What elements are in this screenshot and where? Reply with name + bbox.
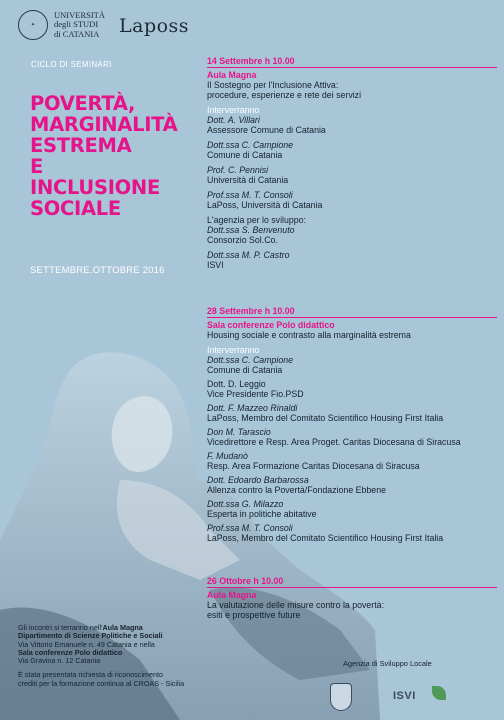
- session-venue: Aula Magna: [207, 590, 257, 600]
- speaker-role: LaPoss, Membro del Comitato Scientifico Housing First Italia: [207, 533, 444, 543]
- venue-line: Sala conferenze Polo didattico: [18, 647, 123, 657]
- session-1: [207, 56, 499, 270]
- venue-line: Gli incontri si terranno nell'Aula Magna: [18, 623, 143, 632]
- session-topic: Il Sostegno per l'Inclusione Attiva:: [207, 80, 339, 90]
- venue-line: Dipartimento di Scienze Politiche e Sociali: [18, 631, 163, 641]
- agency-intro: L'agenzia per lo sviluppo:: [207, 215, 306, 225]
- speaker-role: LaPoss, Università di Catania: [207, 200, 323, 210]
- credit-note: crediti per la formazione continua al CROAS - Sicilia: [18, 678, 185, 688]
- divider: [207, 67, 497, 68]
- series-label: CICLO DI SEMINARI: [31, 60, 112, 69]
- speaker-name: Dott.ssa S. Benvenuto: [207, 225, 295, 235]
- divider: [207, 317, 497, 318]
- speaker-role: Comune di Catania: [207, 365, 283, 375]
- speaker-role: Consorzio Sol.Co.: [207, 235, 278, 245]
- laposs-logo: Laposs: [119, 15, 190, 37]
- session-date: 14 Settembre h 10.00: [207, 56, 295, 66]
- session-2: [207, 306, 499, 543]
- speaker-name: Dott.ssa C. Campione: [207, 355, 294, 365]
- speaker-name: F. Mudanò: [207, 451, 248, 461]
- speakers-label: Interverranno: [207, 345, 260, 355]
- session-topic: Housing sociale e contrasto alla marginalità estrema: [207, 330, 411, 340]
- session-venue: Aula Magna: [207, 70, 257, 80]
- session-3: [207, 576, 499, 620]
- speaker-role: Università di Catania: [207, 175, 289, 185]
- speaker-role: Vice Presidente Fio.PSD: [207, 389, 304, 399]
- speaker-name: Dott.ssa G. Milazzo: [207, 499, 284, 509]
- solco-logo: [432, 686, 446, 700]
- university-seal-icon: ✦: [18, 10, 48, 40]
- venue-info: [18, 624, 218, 688]
- session-venue: Sala conferenze Polo didattico: [207, 320, 335, 330]
- speaker-name: Prof.ssa M. T. Consoli: [207, 523, 293, 533]
- speaker-role: ISVI: [207, 260, 224, 270]
- speaker-name: Dott. Edoardo Barbarossa: [207, 475, 309, 485]
- session-date: 26 Ottobre h 10.00: [207, 576, 284, 586]
- speaker-role: Resp. Area Formazione Caritas Diocesana di Siracusa: [207, 461, 420, 471]
- speaker-name: Don M. Tarascio: [207, 427, 271, 437]
- municipal-crest-icon: [330, 683, 352, 711]
- speaker-name: Dott. A. Villari: [207, 115, 260, 125]
- speaker-role: Esperta in politiche abitative: [207, 509, 317, 519]
- university-name: UNIVERSITÀ degli STUDI di CATANIA: [54, 9, 105, 39]
- poster-title: POVERTÀ, MARGINALITÀ ESTREMA E INCLUSIONE SOCIALE: [30, 92, 178, 220]
- speaker-role: Comune di Catania: [207, 150, 283, 160]
- session-topic: La valutazione delle misure contro la povertà:: [207, 600, 385, 610]
- venue-line: Via Vittorio Emanuele n. 49 Catania e nella: [18, 639, 155, 649]
- speaker-role: Vicedirettore e Resp. Area Proget. Caritas Diocesana di Siracusa: [207, 437, 461, 447]
- speaker-name: Dott. F. Mazzeo Rinaldi: [207, 403, 298, 413]
- isvi-logo: ISVI: [393, 690, 416, 702]
- divider: [207, 587, 497, 588]
- speakers-label: Interverranno: [207, 105, 260, 115]
- university-logo: [18, 10, 105, 40]
- session-topic: procedure, esperienze e rete dei servizi: [207, 90, 362, 100]
- speaker-name: Dott. D. Leggio: [207, 379, 266, 389]
- series-dates: SETTEMBRE.OTTOBRE 2016: [30, 265, 165, 276]
- speaker-role: Allenza contro la Povertà/Fondazione Ebbene: [207, 485, 386, 495]
- speaker-name: Prof.ssa M. T. Consoli: [207, 190, 293, 200]
- speaker-role: LaPoss, Membro del Comitato Scientifico Housing First Italia: [207, 413, 444, 423]
- credit-note: È stata presentata richiesta di riconoscimento: [18, 670, 164, 680]
- speaker-name: Dott.ssa M. P. Castro: [207, 250, 290, 260]
- agency-label: Agenzia di Sviluppo Locale: [343, 659, 432, 668]
- venue-line: Via Gravina n. 12 Catania: [18, 656, 101, 666]
- speaker-role: Assessore Comune di Catania: [207, 125, 326, 135]
- speaker-name: Prof. C. Pennisi: [207, 165, 269, 175]
- session-date: 28 Settembre h 10.00: [207, 306, 295, 316]
- speaker-name: Dott.ssa C. Campione: [207, 140, 294, 150]
- leaf-icon: [432, 686, 446, 700]
- session-topic: esiti e prospettive future: [207, 610, 301, 620]
